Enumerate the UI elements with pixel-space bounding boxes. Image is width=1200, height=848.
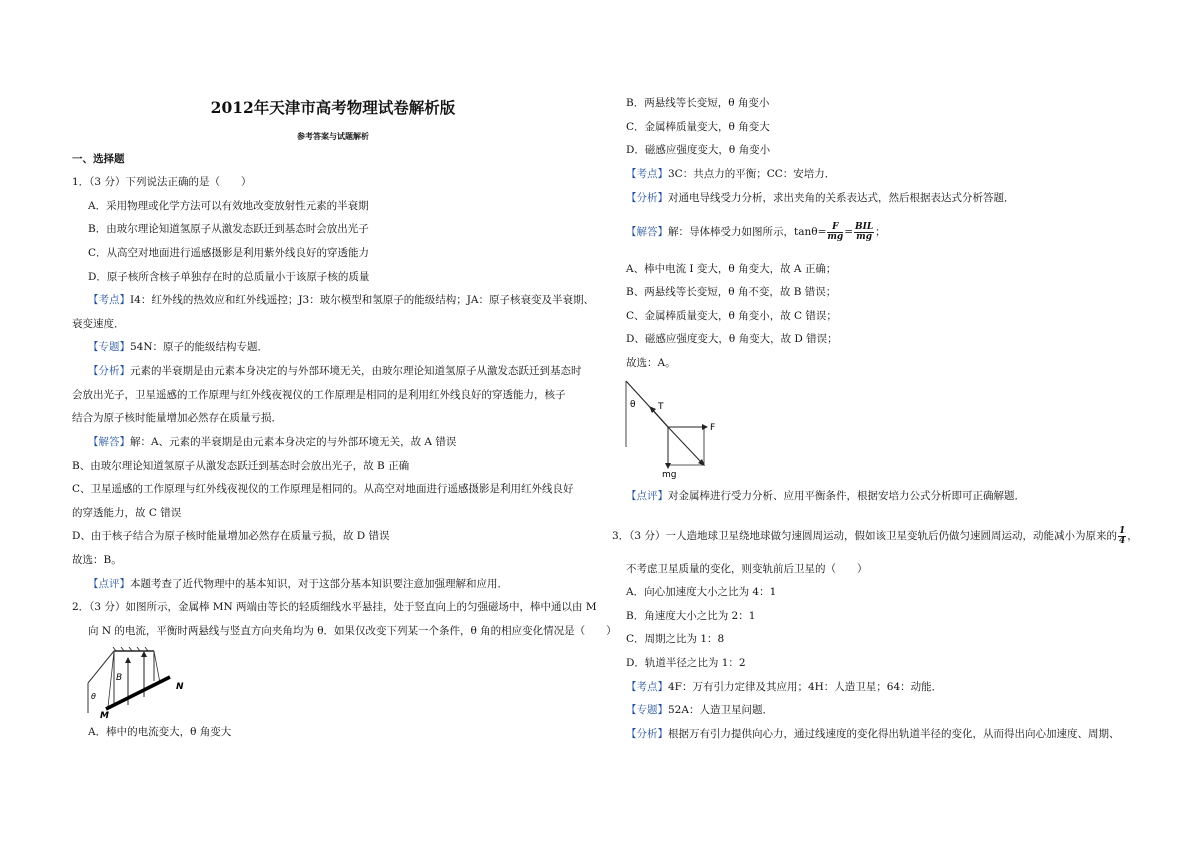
q1-option-d: D．原子核所含核子单独存在时的总质量小于该原子核的质量 [88,271,370,283]
q3-option-c: C．周期之比为 1：8 [626,633,725,645]
q2-kaodian [626,168,835,181]
q1-jieda-c: C、卫星遥感的工作原理与红外线夜视仪的工作原理是相同的。从高空对地面进行遥感摄影是利用红外线良好 [72,483,574,495]
q2-dianping [626,490,1025,503]
kaodian-tag: 【考点】 [88,294,130,306]
q1-jieda [88,436,456,449]
q2-fenxi [626,192,1015,205]
page-title: 2012年天津市高考物理试卷解析版 [210,98,456,117]
q2-magnetic-field-figure [84,647,194,719]
formula-fraction-f-mg: $\frac{F}{mg}$ [827,221,844,242]
fig-mg-label: mg [662,470,677,479]
q1-fenxi [88,365,582,378]
fenxi-tag: 【分析】 [88,365,130,377]
fig-label-theta: θ [91,692,96,701]
q3-stem-cont: 不考虑卫星质量的变化，则变轨前后卫星的（ ） [626,563,868,575]
q1-jieda-d: D、由于核子结合为原子核时能量增加必然存在质量亏损，故 D 错误 [72,530,390,542]
fig-label-b: B [116,673,123,683]
q1-kaodian-cont: 衰变速度． [72,318,125,330]
q2-jieda-b: B、两悬线等长变短，θ 角不变，故 B 错误； [626,286,837,298]
q1-kaodian [88,294,594,307]
fenxi-tag: 【分析】 [626,192,668,204]
fig-t-label: T [658,402,664,412]
q2-jieda-c: C、金属棒质量变大，θ 角变小，故 C 错误； [626,310,837,322]
jieda-tag: 【解答】 [88,436,130,448]
q2-option-d: D．磁感应强度变大，θ 角变小 [626,144,771,156]
q2-jieda-a: A、棒中电流 I 变大，θ 角变大，故 A 正确； [626,263,837,275]
q2-option-c: C．金属棒质量变大，θ 角变大 [626,121,770,133]
q1-jieda-text: 解：A、元素的半衰期是由元素本身决定的与外部环境无关，故 A 错误 [130,436,457,448]
q2-dianping-text: 对金属棒进行受力分析、应用平衡条件，根据安培力公式分析即可正确解题． [668,490,1025,502]
q1-dianping [88,578,508,591]
q3-option-a: A．向心加速度大小之比为 4：1 [626,586,777,598]
page-subtitle: 参考答案与试题解析 [297,131,369,141]
q2-stem: 2．（3 分）如图所示，金属棒 MN 两端由等长的轻质细线水平悬挂，处于竖直向上的匀强磁场中，棒中通以由 M [72,601,597,613]
q1-option-c: C．从高空对地面进行遥感摄影是利用紫外线良好的穿透能力 [88,247,370,259]
dianping-tag: 【点评】 [626,490,668,502]
fig-label-m: M [100,711,109,719]
zhuanti-tag: 【专题】 [88,341,130,353]
q2-option-a: A．棒中的电流变大，θ 角变大 [88,726,232,738]
q1-fenxi-text: 元素的半衰期是由元素本身决定的与外部环境无关，由玻尔理论知道氢原子从激发态跃迁到基态时 [130,365,582,377]
q1-stem: 1．（3 分）下列说法正确的是（ ） [72,176,252,188]
fig-label-n: N [176,682,184,692]
q2-jieda: 【解答】解：导体棒受力如图所示，tanθ= $\frac{F}{mg}$ = $\frac{\text{BIL}}{mg}$ ； [626,221,886,242]
q1-zhuanti-text: 54N：原子的能级结构专题． [130,341,269,353]
formula-equals: = [844,226,854,238]
dianping-tag: 【点评】 [88,578,130,590]
fig-theta-label: θ [630,400,636,410]
q1-fenxi-cont-2: 结合为原子核时能量增加必然存在质量亏损． [72,412,282,424]
q1-kaodian-text: I4：红外线的热效应和红外线遥控；J3：玻尔模型和氢原子的能级结构；JA：原子核衰变及半衰期、 [130,294,595,306]
q3-fenxi [626,728,1120,741]
q1-fenxi-cont-1: 会放出光子，卫星遥感的工作原理与红外线夜视仪的工作原理是相同的是利用红外线良好的穿透能力，核子 [72,389,566,401]
q3-fenxi-text: 根据万有引力提供向心力，通过线速度的变化得出轨道半径的变化，从而得出向心加速度、周期、 [668,728,1120,740]
q3-kaodian [626,681,942,694]
kaodian-tag: 【考点】 [626,168,668,180]
q2-option-b: B．两悬线等长变短，θ 角变小 [626,97,770,109]
q2-jieda-text: 解：导体棒受力如图所示，tanθ= [668,226,827,238]
q2-force-diagram [622,377,732,479]
q1-dianping-text: 本题考查了近代物理中的基本知识，对于这部分基本知识要注意加强理解和应用． [130,578,508,590]
q3-option-d: D．轨道半径之比为 1：2 [626,657,746,669]
zhuanti-tag: 【专题】 [626,704,668,716]
q1-zhuanti [88,341,268,354]
q1-answer: 故选：B。 [72,554,122,566]
q3-stem: 3．（3 分）一人造地球卫星绕地球做匀速圆周运动，假如该卫星变轨后仍做匀速圆周运动，动能减小为原来的 $\frac{1}{4}$ ， [612,525,1138,546]
kaodian-tag: 【考点】 [626,681,668,693]
q3-kaodian-text: 4F：万有引力定律及其应用；4H：人造卫星；64：动能． [668,681,943,693]
q2-kaodian-text: 3C：共点力的平衡；CC：安培力． [668,168,836,180]
section-title: 一、选择题 [72,153,125,165]
fig-f-label: F [710,423,716,433]
q2-answer: 故选：A。 [626,357,676,369]
q2-stem-cont: 向 N 的电流，平衡时两悬线与竖直方向夹角均为 θ．如果仅改变下列某一个条件，θ 角的相应变化情况是（ ） [88,625,617,637]
q3-zhuanti-text: 52A：人造卫星问题． [668,704,773,716]
formula-fraction-bil-mg: $\frac{\text{BIL}}{mg}$ [855,221,874,242]
fenxi-tag: 【分析】 [626,728,668,740]
q1-jieda-b: B、由玻尔理论知道氢原子从激发态跃迁到基态时会放出光子，故 B 正确 [72,460,410,472]
q3-option-b: B．角速度大小之比为 2：1 [626,610,756,622]
jieda-tag: 【解答】 [626,226,668,238]
q3-zhuanti [626,704,773,717]
q1-jieda-c-cont: 的穿透能力，故 C 错误 [72,507,182,519]
formula-fraction-one-quarter: $\frac{1}{4}$ [1118,525,1126,546]
q2-jieda-d: D、磁感应强度变大，θ 角变大，故 D 错误； [626,333,838,345]
q1-option-a: A．采用物理或化学方法可以有效地改变放射性元素的半衰期 [88,200,369,212]
q1-option-b: B．由玻尔理论知道氢原子从激发态跃迁到基态时会放出光子 [88,223,369,235]
q2-fenxi-text: 对通电导线受力分析，求出夹角的关系表达式，然后根据表达式分析答题． [668,192,1015,204]
